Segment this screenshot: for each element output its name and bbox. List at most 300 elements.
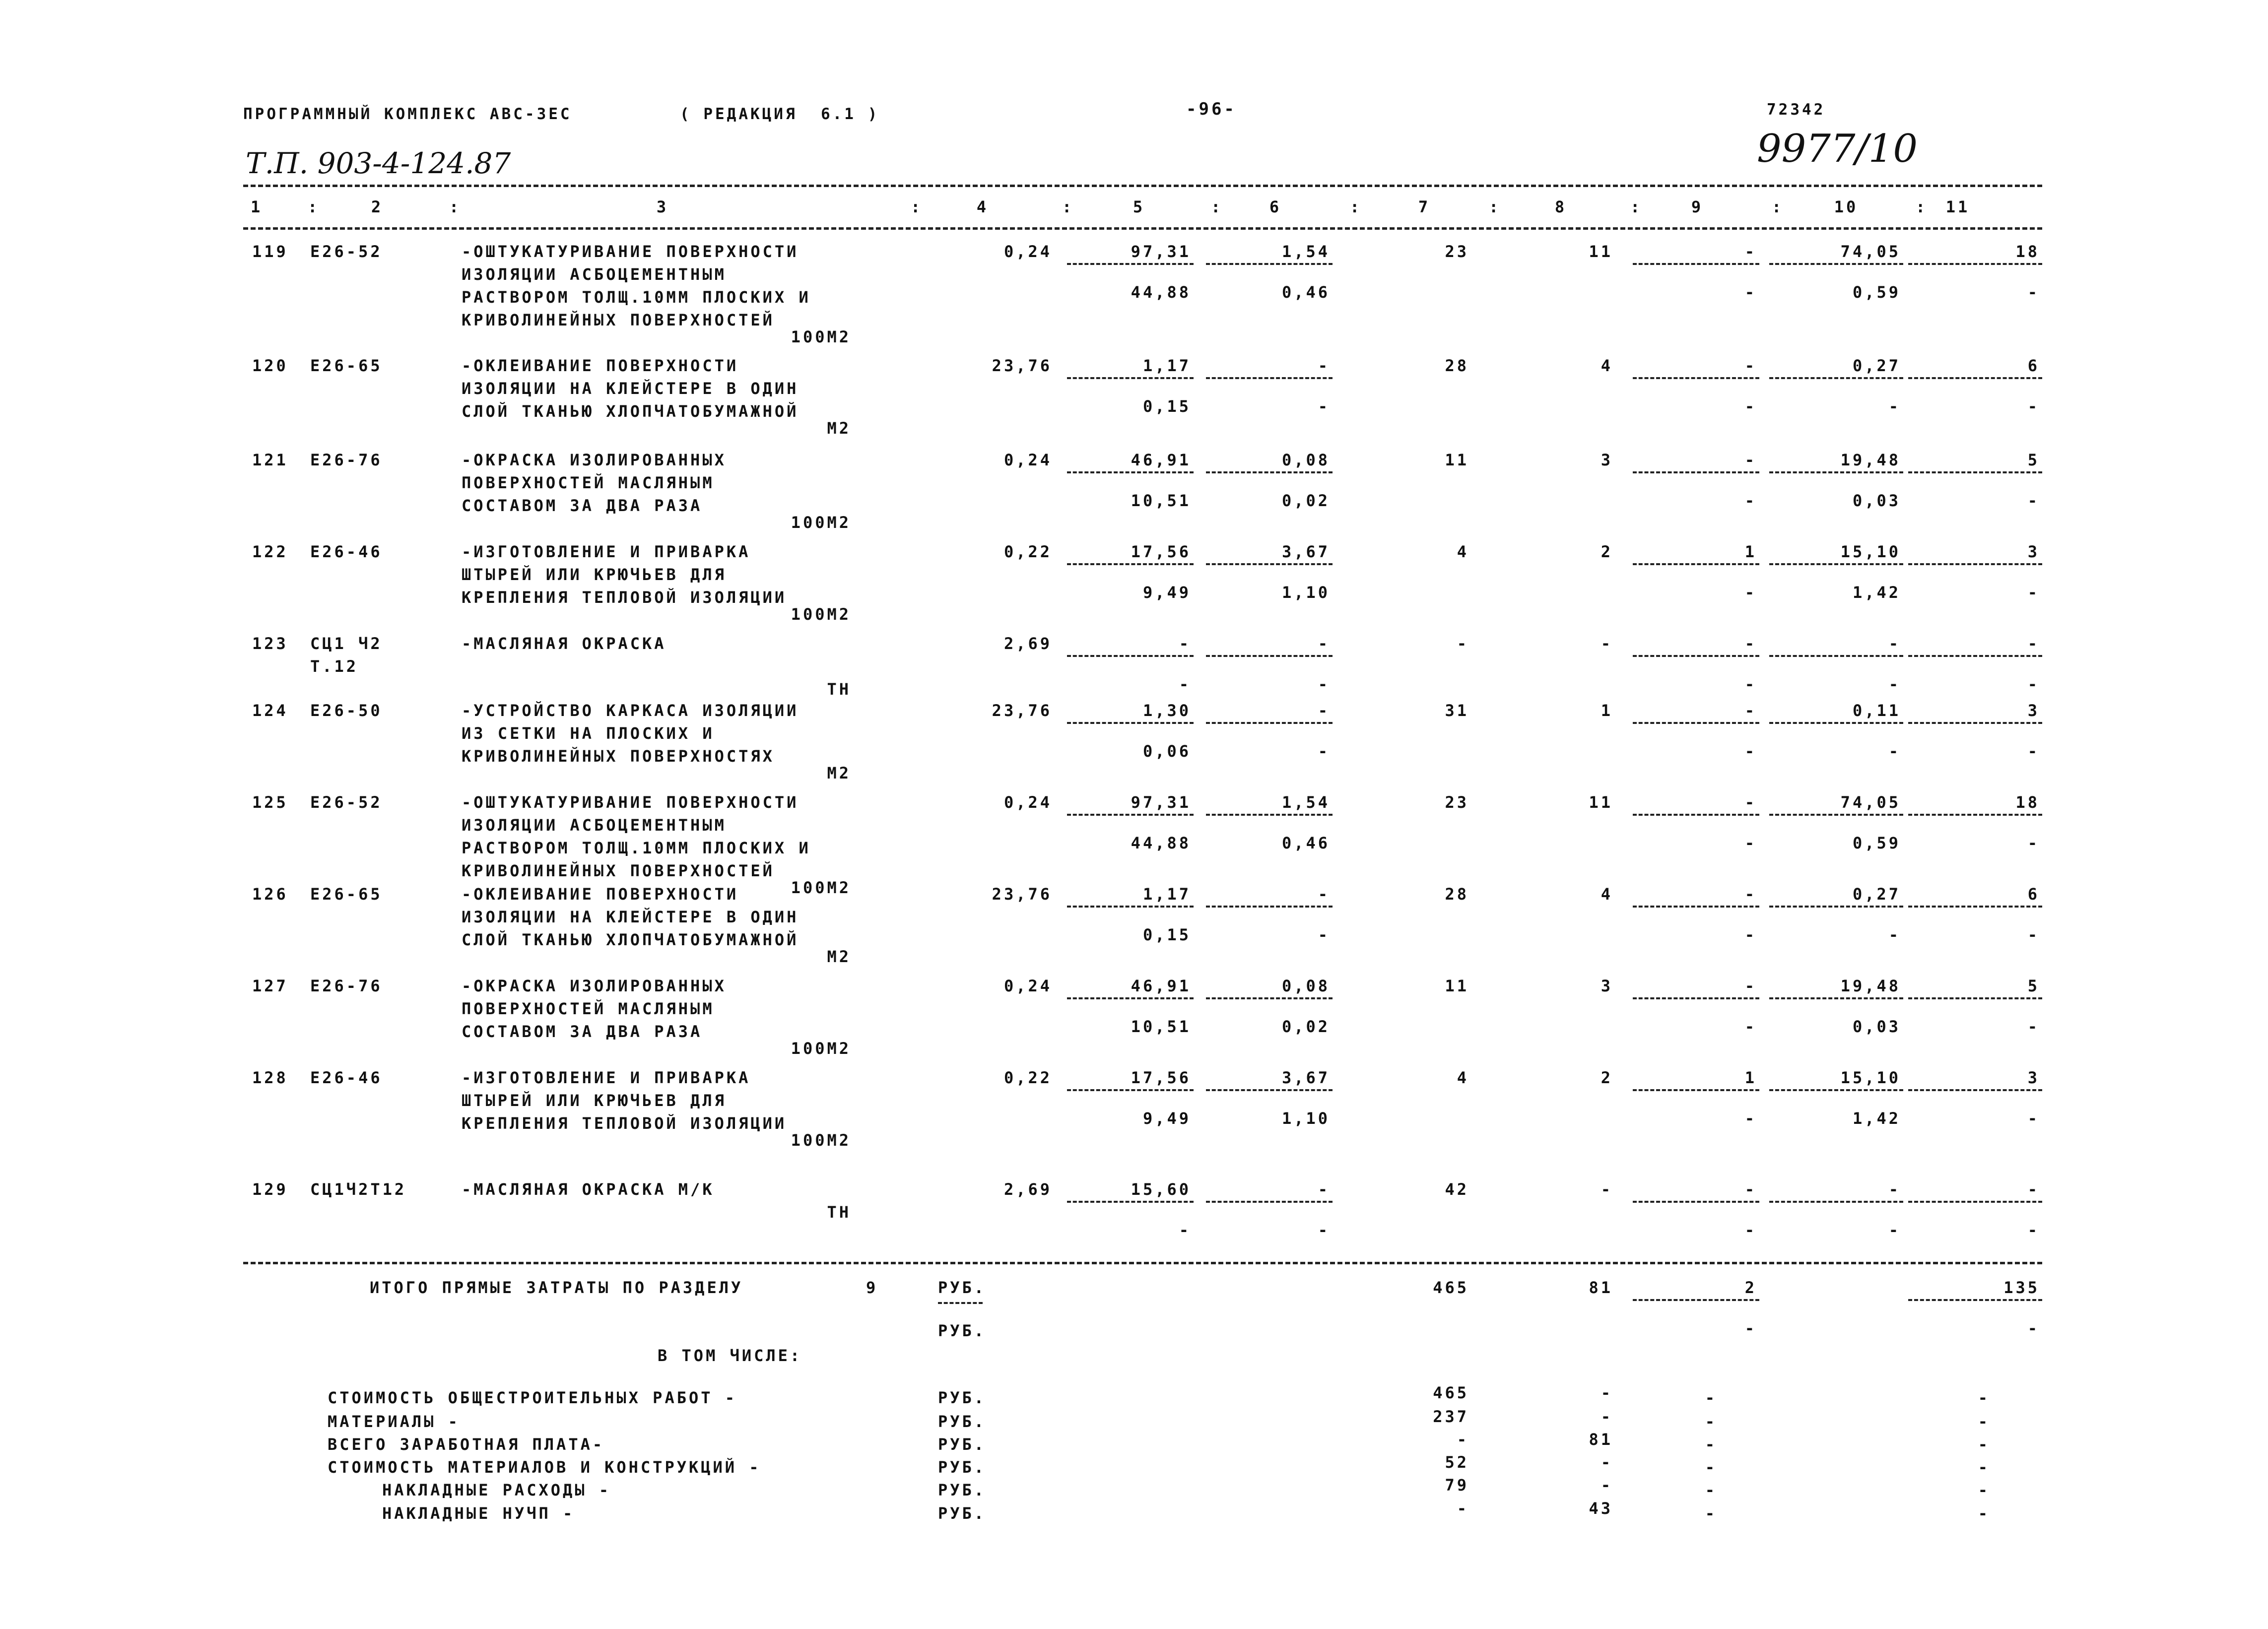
cell-unit-price: 97,31 [1131, 242, 1191, 261]
row-unit: 100М2 [791, 1131, 851, 1150]
cell-quantity: 0,24 [1003, 793, 1052, 812]
row-description: ПОВЕРХНОСТЕЙ МАСЛЯНЫМ [462, 473, 715, 492]
row-number: 124 [252, 701, 288, 720]
cell-total-wage: - [1601, 634, 1613, 653]
column-header-1: 1 [251, 197, 263, 216]
cell-quantity: 0,22 [1003, 542, 1052, 561]
row-code: СЦ1 Ч2 [310, 634, 383, 653]
program-title: ПРОГРАММНЫЙ КОМПЛЕКС АВС-ЗЕС [243, 105, 572, 123]
cell-unit-wage-sub: 0,46 [1281, 834, 1330, 852]
breakdown-unit: РУБ. [938, 1435, 987, 1454]
cell-col10-sub: 0,59 [1852, 283, 1901, 302]
cell-unit-price: 15,60 [1131, 1180, 1191, 1199]
cell-col11-sub: - [2027, 675, 2040, 694]
cell-quantity: 0,24 [1003, 977, 1052, 995]
breakdown-cost: 237 [1433, 1407, 1469, 1426]
row-description: -МАСЛЯНАЯ ОКРАСКА [462, 634, 667, 653]
breakdown-unit: РУБ. [938, 1388, 987, 1407]
cell-divider [1633, 377, 1759, 379]
edition-label: ( РЕДАКЦИЯ 6.1 ) [680, 105, 880, 123]
cell-col10: - [1888, 1180, 1901, 1199]
cell-divider [1908, 655, 2042, 657]
row-unit: 100М2 [791, 1039, 851, 1058]
row-description: -ИЗГОТОВЛЕНИЕ И ПРИВАРКА [462, 1068, 751, 1087]
breakdown-label: НАКЛАДНЫЕ НУЧП - [382, 1504, 575, 1523]
totals-col9: 2 [1744, 1278, 1757, 1297]
row-description: СОСТАВОМ ЗА ДВА РАЗА [462, 1022, 703, 1041]
cell-col9: - [1744, 701, 1757, 720]
totals-section: 9 [866, 1278, 878, 1297]
cell-unit-price: 1,17 [1142, 356, 1191, 375]
cell-col11: 5 [2027, 977, 2040, 995]
cell-col10: 0,27 [1852, 356, 1901, 375]
cell-col10: - [1888, 634, 1901, 653]
cell-divider [1769, 471, 1903, 473]
cell-quantity: 0,24 [1003, 242, 1052, 261]
row-number: 121 [252, 451, 288, 469]
cell-divider [1206, 471, 1333, 473]
cell-divider [1067, 722, 1194, 724]
cell-total-wage: 4 [1601, 356, 1613, 375]
row-description: -ОКРАСКА ИЗОЛИРОВАННЫХ [462, 451, 727, 469]
row-description: -ИЗГОТОВЛЕНИЕ И ПРИВАРКА [462, 542, 751, 561]
page-number: -96- [1186, 99, 1237, 119]
cell-unit-wage-sub: - [1318, 397, 1330, 416]
totals-col9-sub: - [1744, 1319, 1757, 1338]
cell-unit-wage-sub: 1,10 [1281, 583, 1330, 602]
cell-col10-sub: - [1888, 1221, 1901, 1239]
cell-divider [1206, 997, 1333, 999]
cell-divider [1769, 1089, 1903, 1091]
cell-unit-wage: 3,67 [1281, 1068, 1330, 1087]
cell-total-cost: 4 [1457, 1068, 1469, 1087]
cell-divider [1908, 263, 2042, 265]
row-description: КРЕПЛЕНИЯ ТЕПЛОВОЙ ИЗОЛЯЦИИ [462, 588, 787, 607]
cell-unit-wage-sub: - [1318, 742, 1330, 761]
totals-wage: 81 [1589, 1278, 1613, 1297]
cell-divider [1908, 1201, 2042, 1203]
cell-divider [1067, 655, 1194, 657]
cell-quantity: 0,22 [1003, 1068, 1052, 1087]
cell-unit-price: 97,31 [1131, 793, 1191, 812]
column-separator: : [1916, 197, 1928, 216]
column-separator: : [1489, 197, 1501, 216]
cell-total-cost: 4 [1457, 542, 1469, 561]
column-separator: : [449, 197, 462, 216]
cell-total-cost: 28 [1445, 885, 1469, 904]
row-description: РАСТВОРОМ ТОЛЩ.10ММ ПЛОСКИХ И [462, 839, 811, 857]
totals-label: ИТОГО ПРЯМЫЕ ЗАТРАТЫ ПО РАЗДЕЛУ [370, 1278, 743, 1297]
row-description: -УСТРОЙСТВО КАРКАСА ИЗОЛЯЦИИ [462, 701, 799, 720]
breakdown-wage: - [1601, 1407, 1613, 1426]
row-unit: ТН [827, 1203, 851, 1222]
row-description: СОСТАВОМ ЗА ДВА РАЗА [462, 496, 703, 515]
cell-total-wage: 1 [1601, 701, 1613, 720]
row-description: ШТЫРЕЙ ИЛИ КРЮЧЬЕВ ДЛЯ [462, 1091, 727, 1110]
row-number: 123 [252, 634, 288, 653]
cell-unit-wage: - [1318, 356, 1330, 375]
cell-unit-wage: - [1318, 1180, 1330, 1199]
cell-total-cost: 11 [1445, 451, 1469, 469]
row-code: Е26-50 [310, 701, 383, 720]
breakdown-label: НАКЛАДНЫЕ РАСХОДЫ - [382, 1481, 611, 1499]
cell-divider [1633, 814, 1759, 816]
cell-total-wage: 4 [1601, 885, 1613, 904]
breakdown-wage: - [1601, 1453, 1613, 1472]
cell-col10-sub: 0,59 [1852, 834, 1901, 852]
breakdown-unit: РУБ. [938, 1458, 987, 1477]
cell-total-wage: 2 [1601, 542, 1613, 561]
row-description: ИЗ СЕТКИ НА ПЛОСКИХ И [462, 724, 715, 743]
cell-divider [1633, 263, 1759, 265]
cell-divider [1206, 263, 1333, 265]
cell-unit-price: 17,56 [1131, 542, 1191, 561]
totals-cost: 465 [1433, 1278, 1469, 1297]
column-header-7: 7 [1418, 197, 1431, 216]
row-description: КРИВОЛИНЕЙНЫХ ПОВЕРХНОСТЯХ [462, 747, 775, 766]
breakdown-cost: 465 [1433, 1383, 1469, 1402]
cell-total-cost: 23 [1445, 793, 1469, 812]
cell-unit-price-sub: - [1179, 675, 1191, 694]
cell-col10: 74,05 [1840, 793, 1901, 812]
column-header-8: 8 [1554, 197, 1567, 216]
column-header-10: 10 [1834, 197, 1859, 216]
cell-col11-sub: - [2027, 1017, 2040, 1036]
cell-total-wage: 3 [1601, 451, 1613, 469]
cell-unit-wage-sub: 1,10 [1281, 1109, 1330, 1128]
cell-divider [1769, 563, 1903, 565]
cell-col11-sub: - [2027, 283, 2040, 302]
breakdown-cost: - [1457, 1499, 1469, 1518]
cell-col11-sub: - [2027, 583, 2040, 602]
breakdown-wage: 43 [1589, 1499, 1613, 1518]
cell-col10: 0,11 [1852, 701, 1901, 720]
cell-col9: 1 [1744, 542, 1757, 561]
cell-divider [1769, 263, 1903, 265]
column-separator: : [1630, 197, 1643, 216]
row-code: Е26-76 [310, 977, 383, 995]
column-header-6: 6 [1269, 197, 1282, 216]
cell-col10-sub: 0,03 [1852, 1017, 1901, 1036]
cell-unit-wage: 1,54 [1281, 793, 1330, 812]
cell-divider [1633, 997, 1759, 999]
cell-unit-wage: 1,54 [1281, 242, 1330, 261]
cell-divider [1067, 263, 1194, 265]
cell-unit-price-sub: 0,15 [1142, 397, 1191, 416]
cell-col9-sub: - [1744, 583, 1757, 602]
cell-unit-wage: - [1318, 634, 1330, 653]
breakdown-wage: 81 [1589, 1430, 1613, 1449]
cell-col10: 0,27 [1852, 885, 1901, 904]
cell-divider [1908, 997, 2042, 999]
cell-total-wage: 11 [1589, 242, 1613, 261]
cell-unit-price: 1,17 [1142, 885, 1191, 904]
breakdown-label: МАТЕРИАЛЫ - [328, 1412, 460, 1431]
breakdown-col9: - [1705, 1388, 1717, 1407]
row-description: -ОШТУКАТУРИВАНИЕ ПОВЕРХНОСТИ [462, 793, 799, 812]
cell-col10-sub: - [1888, 925, 1901, 944]
cell-divider [1206, 655, 1333, 657]
cell-unit-price-sub: - [1179, 1221, 1191, 1239]
row-code: Е26-52 [310, 793, 383, 812]
cell-col10-sub: - [1888, 675, 1901, 694]
breakdown-cost: - [1457, 1430, 1469, 1449]
including-label: В ТОМ ЧИСЛЕ: [658, 1346, 802, 1365]
totals-unit: РУБ. [938, 1278, 987, 1297]
breakdown-unit: РУБ. [938, 1481, 987, 1499]
breakdown-col11: - [1978, 1504, 1990, 1523]
cell-col11: - [2027, 634, 2040, 653]
cell-divider [1633, 1089, 1759, 1091]
cell-divider [1769, 906, 1903, 908]
cell-divider [1908, 814, 2042, 816]
cell-col9-sub: - [1744, 834, 1757, 852]
column-separator: : [308, 197, 320, 216]
cell-col11: - [2027, 1180, 2040, 1199]
cell-quantity: 23,76 [992, 701, 1052, 720]
breakdown-col9: - [1705, 1504, 1717, 1523]
totals-divider [1633, 1299, 1759, 1301]
cell-divider [1633, 722, 1759, 724]
cell-divider [1908, 377, 2042, 379]
cell-total-cost: 31 [1445, 701, 1469, 720]
cell-unit-price: 17,56 [1131, 1068, 1191, 1087]
row-code: Е26-65 [310, 885, 383, 904]
column-header-5: 5 [1133, 197, 1145, 216]
cell-col9: - [1744, 977, 1757, 995]
cell-divider [1769, 655, 1903, 657]
row-description: -МАСЛЯНАЯ ОКРАСКА М/К [462, 1180, 715, 1199]
cell-total-wage: 3 [1601, 977, 1613, 995]
cell-divider [1908, 563, 2042, 565]
cell-col10-sub: 1,42 [1852, 1109, 1901, 1128]
breakdown-col11: - [1978, 1388, 1990, 1407]
column-separator: : [1062, 197, 1074, 216]
breakdown-col9: - [1705, 1412, 1717, 1431]
cell-total-cost: 23 [1445, 242, 1469, 261]
project-number: Т.П. 903-4-124.87 [246, 146, 511, 180]
cell-col11: 5 [2027, 451, 2040, 469]
cell-unit-price-sub: 44,88 [1131, 283, 1191, 302]
cell-col10: 15,10 [1840, 542, 1901, 561]
cell-col10: 15,10 [1840, 1068, 1901, 1087]
row-unit: 100М2 [791, 605, 851, 624]
cell-total-wage: 2 [1601, 1068, 1613, 1087]
breakdown-label: СТОИМОСТЬ МАТЕРИАЛОВ И КОНСТРУКЦИЙ - [328, 1458, 761, 1477]
row-description: ПОВЕРХНОСТЕЙ МАСЛЯНЫМ [462, 999, 715, 1018]
cell-col11-sub: - [2027, 1109, 2040, 1128]
row-description: -ОШТУКАТУРИВАНИЕ ПОВЕРХНОСТИ [462, 242, 799, 261]
cell-col9: - [1744, 1180, 1757, 1199]
cell-unit-wage: - [1318, 885, 1330, 904]
column-header-3: 3 [656, 197, 669, 216]
document-code: 72342 [1767, 101, 1826, 119]
row-unit: 100М2 [791, 878, 851, 897]
column-separator: : [1211, 197, 1223, 216]
column-separator: : [1350, 197, 1362, 216]
cell-col9: - [1744, 634, 1757, 653]
breakdown-label: СТОИМОСТЬ ОБЩЕСТРОИТЕЛЬНЫХ РАБОТ - [328, 1388, 737, 1407]
cell-col11-sub: - [2027, 925, 2040, 944]
cell-col9-sub: - [1744, 675, 1757, 694]
cell-unit-wage-sub: 0,02 [1281, 491, 1330, 510]
row-description: КРЕПЛЕНИЯ ТЕПЛОВОЙ ИЗОЛЯЦИИ [462, 1114, 787, 1133]
cell-divider [1633, 655, 1759, 657]
cell-col11: 3 [2027, 542, 2040, 561]
cell-divider [1067, 1089, 1194, 1091]
cell-col10-sub: 1,42 [1852, 583, 1901, 602]
column-header-2: 2 [371, 197, 384, 216]
cell-divider [1067, 814, 1194, 816]
cell-divider [1908, 906, 2042, 908]
cell-divider [1067, 377, 1194, 379]
totals-unit-sub: РУБ. [938, 1321, 987, 1340]
cell-col9-sub: - [1744, 1109, 1757, 1128]
row-description: СЛОЙ ТКАНЬЮ ХЛОПЧАТОБУМАЖНОЙ [462, 930, 799, 949]
column-separator: : [911, 197, 923, 216]
cell-col9: - [1744, 885, 1757, 904]
cell-col9-sub: - [1744, 397, 1757, 416]
breakdown-col9: - [1705, 1481, 1717, 1499]
cell-divider [1206, 377, 1333, 379]
row-unit: М2 [827, 947, 851, 966]
totals-divider [1908, 1299, 2042, 1301]
cell-divider [1067, 1201, 1194, 1203]
cell-quantity: 0,24 [1003, 451, 1052, 469]
cell-col10-sub: - [1888, 397, 1901, 416]
cell-col11: 18 [2015, 793, 2040, 812]
cell-quantity: 23,76 [992, 356, 1052, 375]
cell-col9: - [1744, 793, 1757, 812]
cell-unit-price: - [1179, 634, 1191, 653]
row-code: Е26-65 [310, 356, 383, 375]
row-description: СЛОЙ ТКАНЬЮ ХЛОПЧАТОБУМАЖНОЙ [462, 402, 799, 421]
cell-divider [1206, 906, 1333, 908]
row-description: -ОКЛЕИВАНИЕ ПОВЕРХНОСТИ [462, 885, 739, 904]
cell-divider [1633, 1201, 1759, 1203]
breakdown-col11: - [1978, 1435, 1990, 1454]
cell-divider [1769, 722, 1903, 724]
cell-unit-price-sub: 9,49 [1142, 1109, 1191, 1128]
cell-col11-sub: - [2027, 491, 2040, 510]
cell-unit-price-sub: 10,51 [1131, 491, 1191, 510]
row-number: 129 [252, 1180, 288, 1199]
breakdown-col11: - [1978, 1481, 1990, 1499]
breakdown-col9: - [1705, 1458, 1717, 1477]
cell-col11: 3 [2027, 1068, 2040, 1087]
cell-unit-wage: - [1318, 701, 1330, 720]
cell-divider [1206, 814, 1333, 816]
row-description: ИЗОЛЯЦИИ НА КЛЕЙСТЕРЕ В ОДИН [462, 379, 799, 398]
row-code: Е26-52 [310, 242, 383, 261]
cell-divider [1769, 814, 1903, 816]
row-description: ИЗОЛЯЦИИ АСБОЦЕМЕНТНЫМ [462, 265, 727, 284]
row-unit: М2 [827, 764, 851, 782]
column-header-9: 9 [1691, 197, 1704, 216]
header-rule-top [243, 185, 2042, 187]
cell-col11-sub: - [2027, 834, 2040, 852]
cell-col9-sub: - [1744, 925, 1757, 944]
row-description: -ОКЛЕИВАНИЕ ПОВЕРХНОСТИ [462, 356, 739, 375]
cell-col9-sub: - [1744, 491, 1757, 510]
breakdown-cost: 52 [1445, 1453, 1469, 1472]
cell-total-cost: 42 [1445, 1180, 1469, 1199]
cell-divider [1067, 997, 1194, 999]
cell-col10: 74,05 [1840, 242, 1901, 261]
cell-total-cost: - [1457, 634, 1469, 653]
cell-total-cost: 11 [1445, 977, 1469, 995]
cell-unit-wage-sub: 0,46 [1281, 283, 1330, 302]
cell-quantity: 2,69 [1003, 1180, 1052, 1199]
cell-divider [1908, 722, 2042, 724]
totals-unit-divider [938, 1302, 983, 1304]
cell-col9-sub: - [1744, 283, 1757, 302]
breakdown-label: ВСЕГО ЗАРАБОТНАЯ ПЛАТА- [328, 1435, 605, 1454]
row-unit: 100М2 [791, 327, 851, 346]
row-number: 127 [252, 977, 288, 995]
breakdown-col11: - [1978, 1412, 1990, 1431]
cell-unit-wage-sub: - [1318, 1221, 1330, 1239]
cell-unit-price-sub: 9,49 [1142, 583, 1191, 602]
cell-divider [1067, 906, 1194, 908]
breakdown-wage: - [1601, 1476, 1613, 1495]
cell-col10: 19,48 [1840, 977, 1901, 995]
cell-col11-sub: - [2027, 397, 2040, 416]
cell-col11-sub: - [2027, 742, 2040, 761]
breakdown-unit: РУБ. [938, 1412, 987, 1431]
totals-rule [243, 1262, 2042, 1264]
cell-divider [1769, 1201, 1903, 1203]
row-description: КРИВОЛИНЕЙНЫХ ПОВЕРХНОСТЕЙ [462, 311, 775, 329]
cell-divider [1633, 563, 1759, 565]
cell-total-wage: - [1601, 1180, 1613, 1199]
row-description: ШТЫРЕЙ ИЛИ КРЮЧЬЕВ ДЛЯ [462, 565, 727, 584]
sheet-number: 9977/10 [1757, 127, 1918, 171]
row-code: Т.12 [310, 657, 359, 676]
row-code: СЦ1Ч2Т12 [310, 1180, 407, 1199]
row-code: Е26-46 [310, 542, 383, 561]
cell-divider [1206, 1089, 1333, 1091]
cell-col11: 6 [2027, 356, 2040, 375]
cell-divider [1206, 722, 1333, 724]
totals-col11: 135 [2003, 1278, 2040, 1297]
cell-unit-wage-sub: - [1318, 675, 1330, 694]
row-number: 126 [252, 885, 288, 904]
row-number: 125 [252, 793, 288, 812]
breakdown-col9: - [1705, 1435, 1717, 1454]
cell-unit-price-sub: 0,06 [1142, 742, 1191, 761]
row-number: 122 [252, 542, 288, 561]
row-description: КРИВОЛИНЕЙНЫХ ПОВЕРХНОСТЕЙ [462, 861, 775, 880]
cell-unit-price-sub: 0,15 [1142, 925, 1191, 944]
cell-col9-sub: - [1744, 742, 1757, 761]
breakdown-unit: РУБ. [938, 1504, 987, 1523]
cell-divider [1067, 471, 1194, 473]
cell-unit-price: 1,30 [1142, 701, 1191, 720]
cell-col10-sub: - [1888, 742, 1901, 761]
cell-divider [1769, 997, 1903, 999]
cell-divider [1908, 471, 2042, 473]
breakdown-wage: - [1601, 1383, 1613, 1402]
cell-divider [1769, 377, 1903, 379]
cell-quantity: 23,76 [992, 885, 1052, 904]
row-unit: М2 [827, 419, 851, 438]
cell-unit-price-sub: 44,88 [1131, 834, 1191, 852]
row-description: ИЗОЛЯЦИИ АСБОЦЕМЕНТНЫМ [462, 816, 727, 835]
cell-unit-wage: 3,67 [1281, 542, 1330, 561]
cell-col10: 19,48 [1840, 451, 1901, 469]
row-number: 120 [252, 356, 288, 375]
